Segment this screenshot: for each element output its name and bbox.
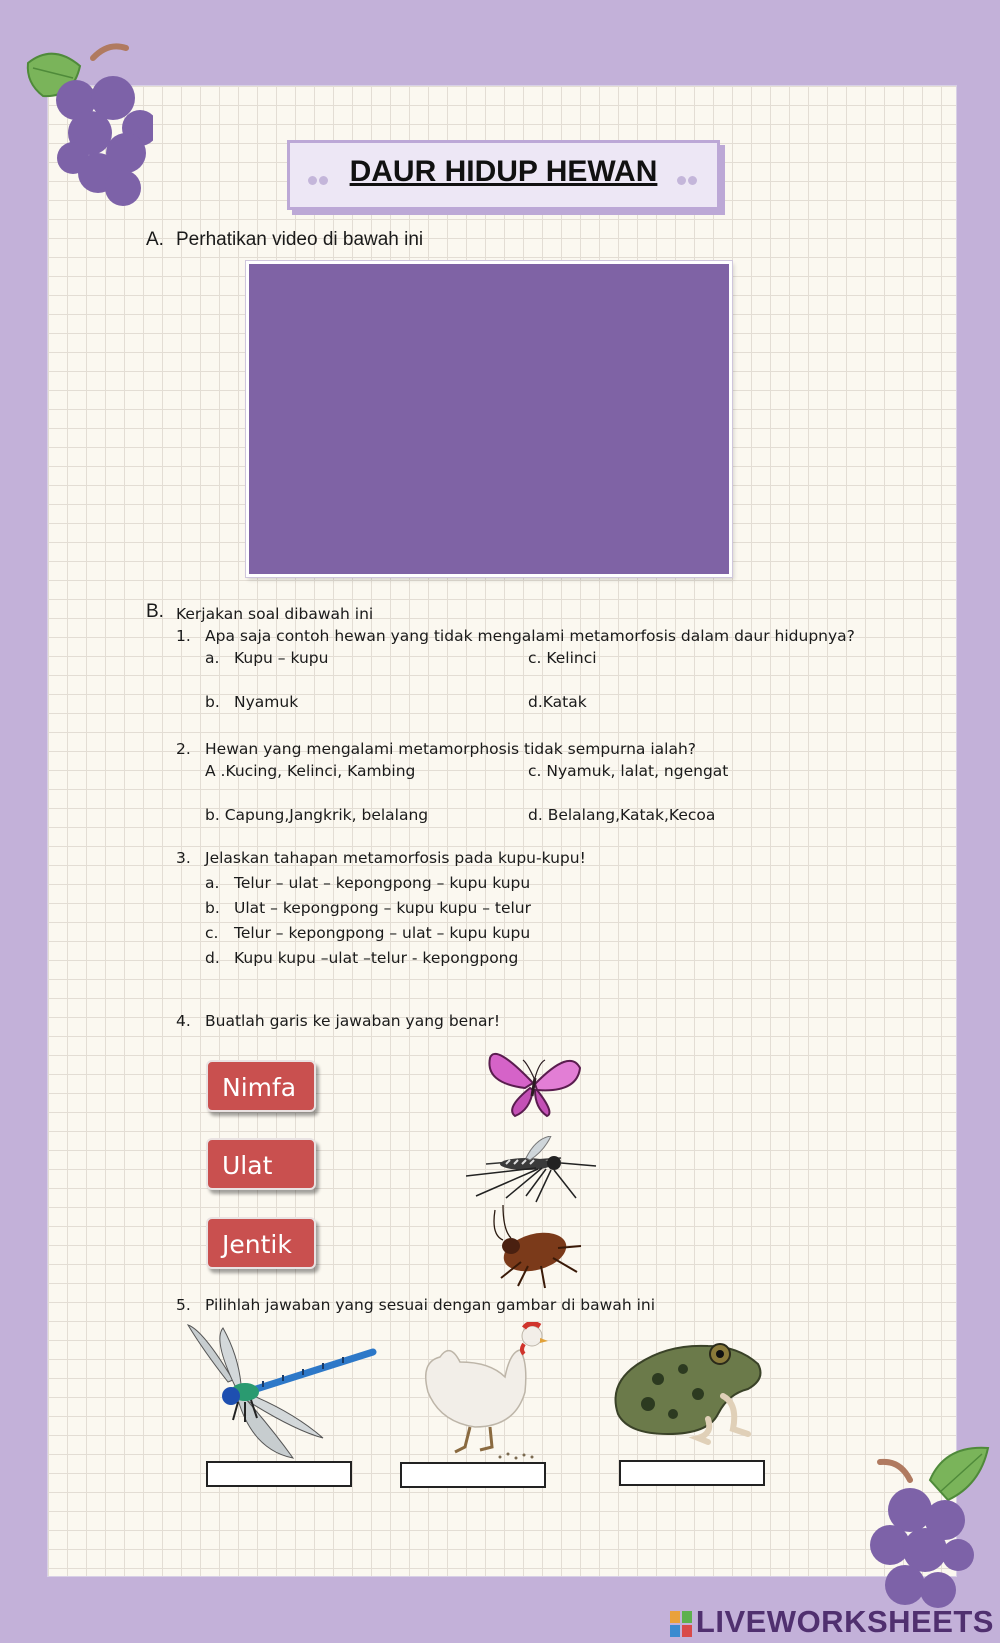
q2-option-d[interactable]: d. Belalang,Katak,Kecoa bbox=[528, 806, 716, 824]
frog-icon bbox=[608, 1334, 768, 1446]
cockroach-icon[interactable] bbox=[473, 1200, 583, 1290]
q2-option-c[interactable]: c. Nyamuk, lalat, ngengat bbox=[528, 762, 729, 780]
section-b-letter: B. bbox=[146, 601, 164, 622]
video-player[interactable] bbox=[246, 261, 732, 577]
q2-text: Hewan yang mengalami metamorphosis tidak sempurna ialah? bbox=[205, 740, 697, 758]
q3-option-a-letter[interactable]: a. bbox=[205, 874, 220, 892]
q1-option-c[interactable]: c. Kelinci bbox=[528, 649, 597, 667]
match-label-ulat[interactable]: Ulat bbox=[206, 1138, 316, 1190]
q3-option-c[interactable]: Telur – kepongpong – ulat – kupu kupu bbox=[234, 924, 531, 942]
q3-option-d[interactable]: Kupu kupu –ulat –telur - kepongpong bbox=[234, 949, 519, 967]
q2-number: 2. bbox=[176, 740, 191, 758]
answer-input-dragonfly[interactable] bbox=[206, 1461, 352, 1487]
chicken-icon bbox=[420, 1322, 555, 1462]
q1-option-a[interactable]: Kupu – kupu bbox=[234, 649, 329, 667]
title-box bbox=[287, 140, 720, 210]
butterfly-icon[interactable] bbox=[485, 1038, 585, 1118]
q3-option-c-letter[interactable]: c. bbox=[205, 924, 219, 942]
page-title: DAUR HIDUP HEWAN bbox=[349, 155, 658, 188]
grape-bottom-right-icon bbox=[870, 1440, 995, 1615]
q2-option-b[interactable]: b. Capung,Jangkrik, belalang bbox=[205, 806, 429, 824]
match-label-jentik[interactable]: Jentik bbox=[206, 1217, 316, 1269]
q3-option-b-letter[interactable]: b. bbox=[205, 899, 220, 917]
decor-dots-icon bbox=[677, 170, 699, 180]
section-b-text: Kerjakan soal dibawah ini bbox=[176, 605, 374, 623]
q1-option-b[interactable]: Nyamuk bbox=[234, 693, 299, 711]
q4-text: Buatlah garis ke jawaban yang benar! bbox=[205, 1012, 501, 1030]
q1-option-b-letter[interactable]: b. bbox=[205, 693, 220, 711]
q2-option-a[interactable]: A .Kucing, Kelinci, Kambing bbox=[205, 762, 416, 780]
answer-input-chicken[interactable] bbox=[400, 1462, 546, 1488]
q3-text: Jelaskan tahapan metamorfosis pada kupu-kupu! bbox=[205, 849, 586, 867]
brand-text: LIVEWORKSHEETS bbox=[695, 1604, 994, 1639]
q3-option-b[interactable]: Ulat – kepongpong – kupu kupu – telur bbox=[234, 899, 531, 917]
q1-text: Apa saja contoh hewan yang tidak mengalami metamorfosis dalam daur hidupnya? bbox=[205, 627, 855, 645]
liveworksheets-brand[interactable] bbox=[670, 1604, 994, 1640]
mosquito-icon[interactable] bbox=[466, 1136, 601, 1206]
q5-text: Pilihlah jawaban yang sesuai dengan gambar di bawah ini bbox=[205, 1296, 656, 1314]
q1-option-d[interactable]: d.Katak bbox=[528, 693, 587, 711]
q5-number: 5. bbox=[176, 1296, 191, 1314]
match-label-nimfa[interactable]: Nimfa bbox=[206, 1060, 316, 1112]
section-a-letter: A. bbox=[146, 229, 164, 250]
q3-option-a[interactable]: Telur – ulat – kepongpong – kupu kupu bbox=[234, 874, 531, 892]
liveworksheets-logo-icon bbox=[670, 1611, 692, 1637]
q1-number: 1. bbox=[176, 627, 191, 645]
grape-top-left-icon bbox=[18, 38, 153, 213]
q1-option-a-letter[interactable]: a. bbox=[205, 649, 220, 667]
section-a-text: Perhatikan video di bawah ini bbox=[176, 229, 424, 250]
answer-input-frog[interactable] bbox=[619, 1460, 765, 1486]
q3-option-d-letter[interactable]: d. bbox=[205, 949, 220, 967]
q4-number: 4. bbox=[176, 1012, 191, 1030]
q3-number: 3. bbox=[176, 849, 191, 867]
dragonfly-icon bbox=[183, 1320, 378, 1460]
